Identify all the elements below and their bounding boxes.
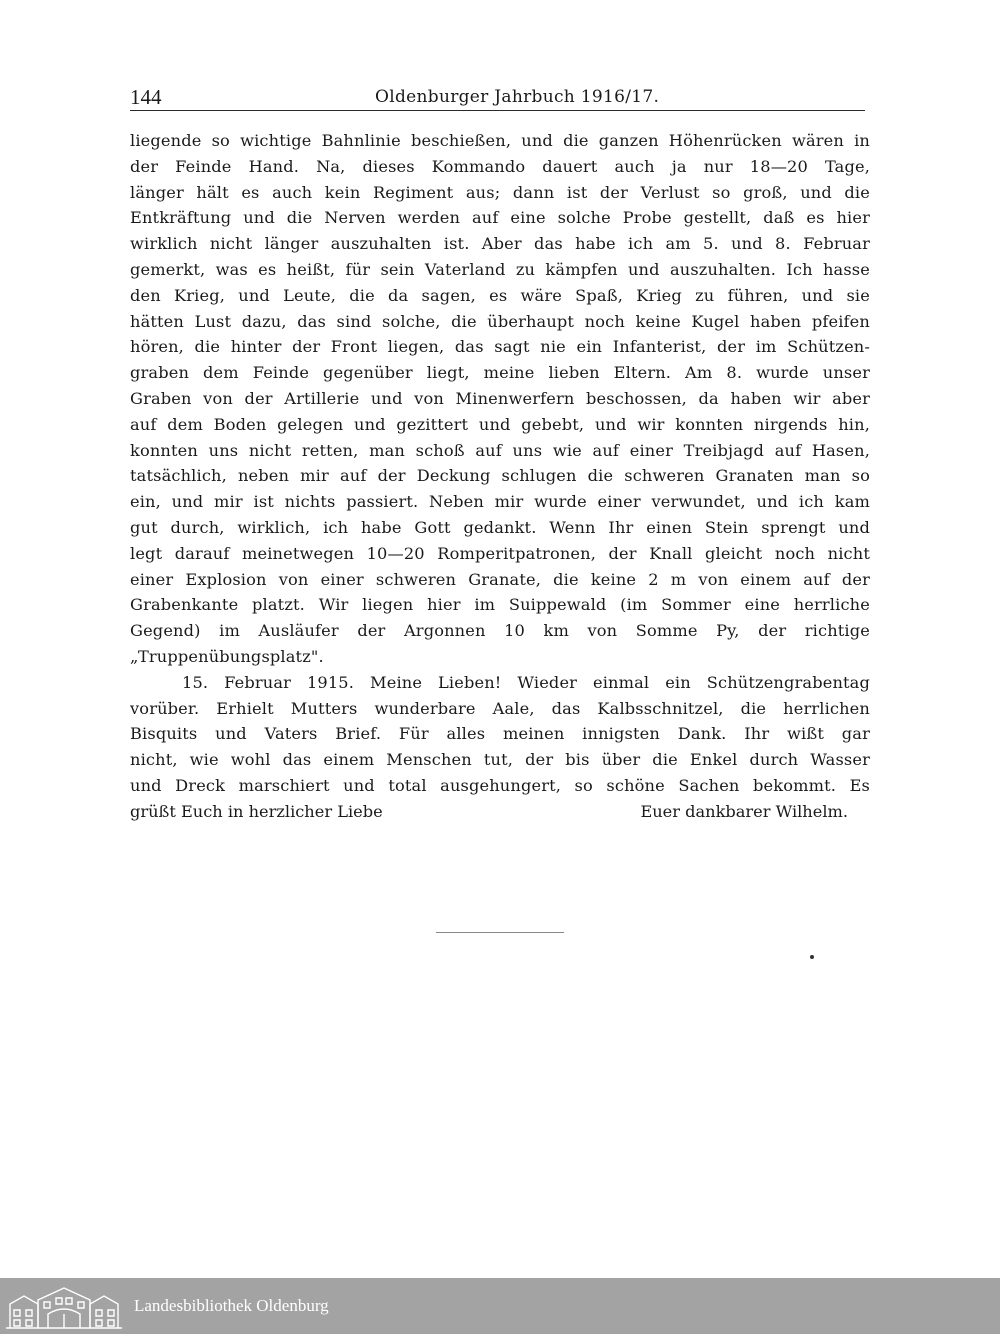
text-line: liegende so wichtige Bahnlinie beschießen, und die ganzen Höhenrücken wären in — [130, 131, 870, 150]
text-line: tatsächlich, neben mir auf der Deckung schlugen die schweren Granaten man so — [130, 466, 870, 486]
library-footer — [0, 1278, 1000, 1334]
text-line: den Krieg, und Leute, die da sagen, es wäre Spaß, Krieg zu führen, und sie — [130, 285, 870, 305]
text-line: ein, und mir ist nichts passiert. Neben mir wurde einer verwundet, und ich kam — [130, 492, 870, 512]
text-line: Bisquits und Vaters Brief. Für alles meinen innigsten Dank. Ihr wißt gar — [130, 724, 870, 744]
text-line: der Feinde Hand. Na, dieses Kommando dauert auch ja nur 18—20 Tage, — [130, 156, 870, 176]
body-text — [130, 128, 870, 825]
library-name: Landesbibliothek Oldenburg — [134, 1296, 329, 1315]
text-line: vorüber. Erhielt Mutters wunderbare Aale, das Kalbsschnitzel, die herrlichen — [130, 698, 870, 718]
text-line: graben dem Feinde gegenüber liegt, meine lieben Eltern. Am 8. wurde unser — [130, 363, 870, 383]
text-line: wirklich nicht länger auszuhalten ist. Aber das habe ich am 5. und 8. Februar — [130, 234, 870, 254]
text-line: Graben von der Artillerie und von Minenwerfern beschossen, da haben wir aber — [130, 388, 870, 408]
paragraph-start-line: 15. Februar 1915. Meine Lieben! Wieder einmal ein Schützengrabentag — [182, 672, 870, 692]
running-title: Oldenburger Jahrbuch 1916/17. — [375, 87, 660, 107]
paragraph-end-line: „Truppenübungsplatz". — [130, 646, 324, 666]
text-line: einer Explosion von einer schweren Granate, die keine 2 m von einem auf der — [130, 569, 870, 589]
text-line: gut durch, wirklich, ich habe Gott gedankt. Wenn Ihr einen Stein sprengt und — [130, 517, 870, 537]
closing-greeting: grüßt Euch in herzlicher Liebe — [130, 801, 383, 821]
library-building-icon — [4, 1284, 124, 1330]
text-line: auf dem Boden gelegen und gezittert und gebebt, und wir konnten nirgends hin, — [130, 414, 870, 434]
text-line: nicht, wie wohl das einem Menschen tut, der bis über die Enkel durch Wasser — [130, 750, 870, 770]
text-line: legt darauf meinetwegen 10—20 Romperitpatronen, der Knall gleicht noch nicht — [130, 543, 870, 563]
text-line: Gegend) im Ausläufer der Argonnen 10 km von Somme Py, der richtige — [130, 621, 870, 641]
text-line: Entkräftung und die Nerven werden auf eine solche Probe gestellt, daß es hier — [130, 208, 870, 228]
section-divider — [436, 932, 564, 933]
letter-closing — [130, 799, 870, 825]
text-line: hören, die hinter der Front liegen, das sagt nie ein Infanterist, der im Schützen- — [130, 337, 870, 357]
text-line: Grabenkante platzt. Wir liegen hier im Suippewald (im Sommer eine herrliche — [130, 595, 870, 615]
text-line: und Dreck marschiert und total ausgehungert, so schöne Sachen bekommt. Es — [130, 775, 870, 795]
page-number: 144 — [130, 85, 162, 109]
running-header — [130, 84, 865, 111]
text-line: länger hält es auch kein Regiment aus; dann ist der Verlust so groß, und die — [130, 182, 870, 202]
text-line: konnten uns nicht retten, man schoß auf uns wie auf einer Treibjagd auf Hasen, — [130, 440, 870, 460]
closing-signature: Euer dankbarer Wilhelm. — [640, 801, 848, 821]
text-line: gemerkt, was es heißt, für sein Vaterland zu kämpfen und auszuhalten. Ich hasse — [130, 259, 870, 279]
scan-speck — [810, 955, 814, 959]
text-line: hätten Lust dazu, das sind solche, die überhaupt noch keine Kugel haben pfeifen — [130, 311, 870, 331]
